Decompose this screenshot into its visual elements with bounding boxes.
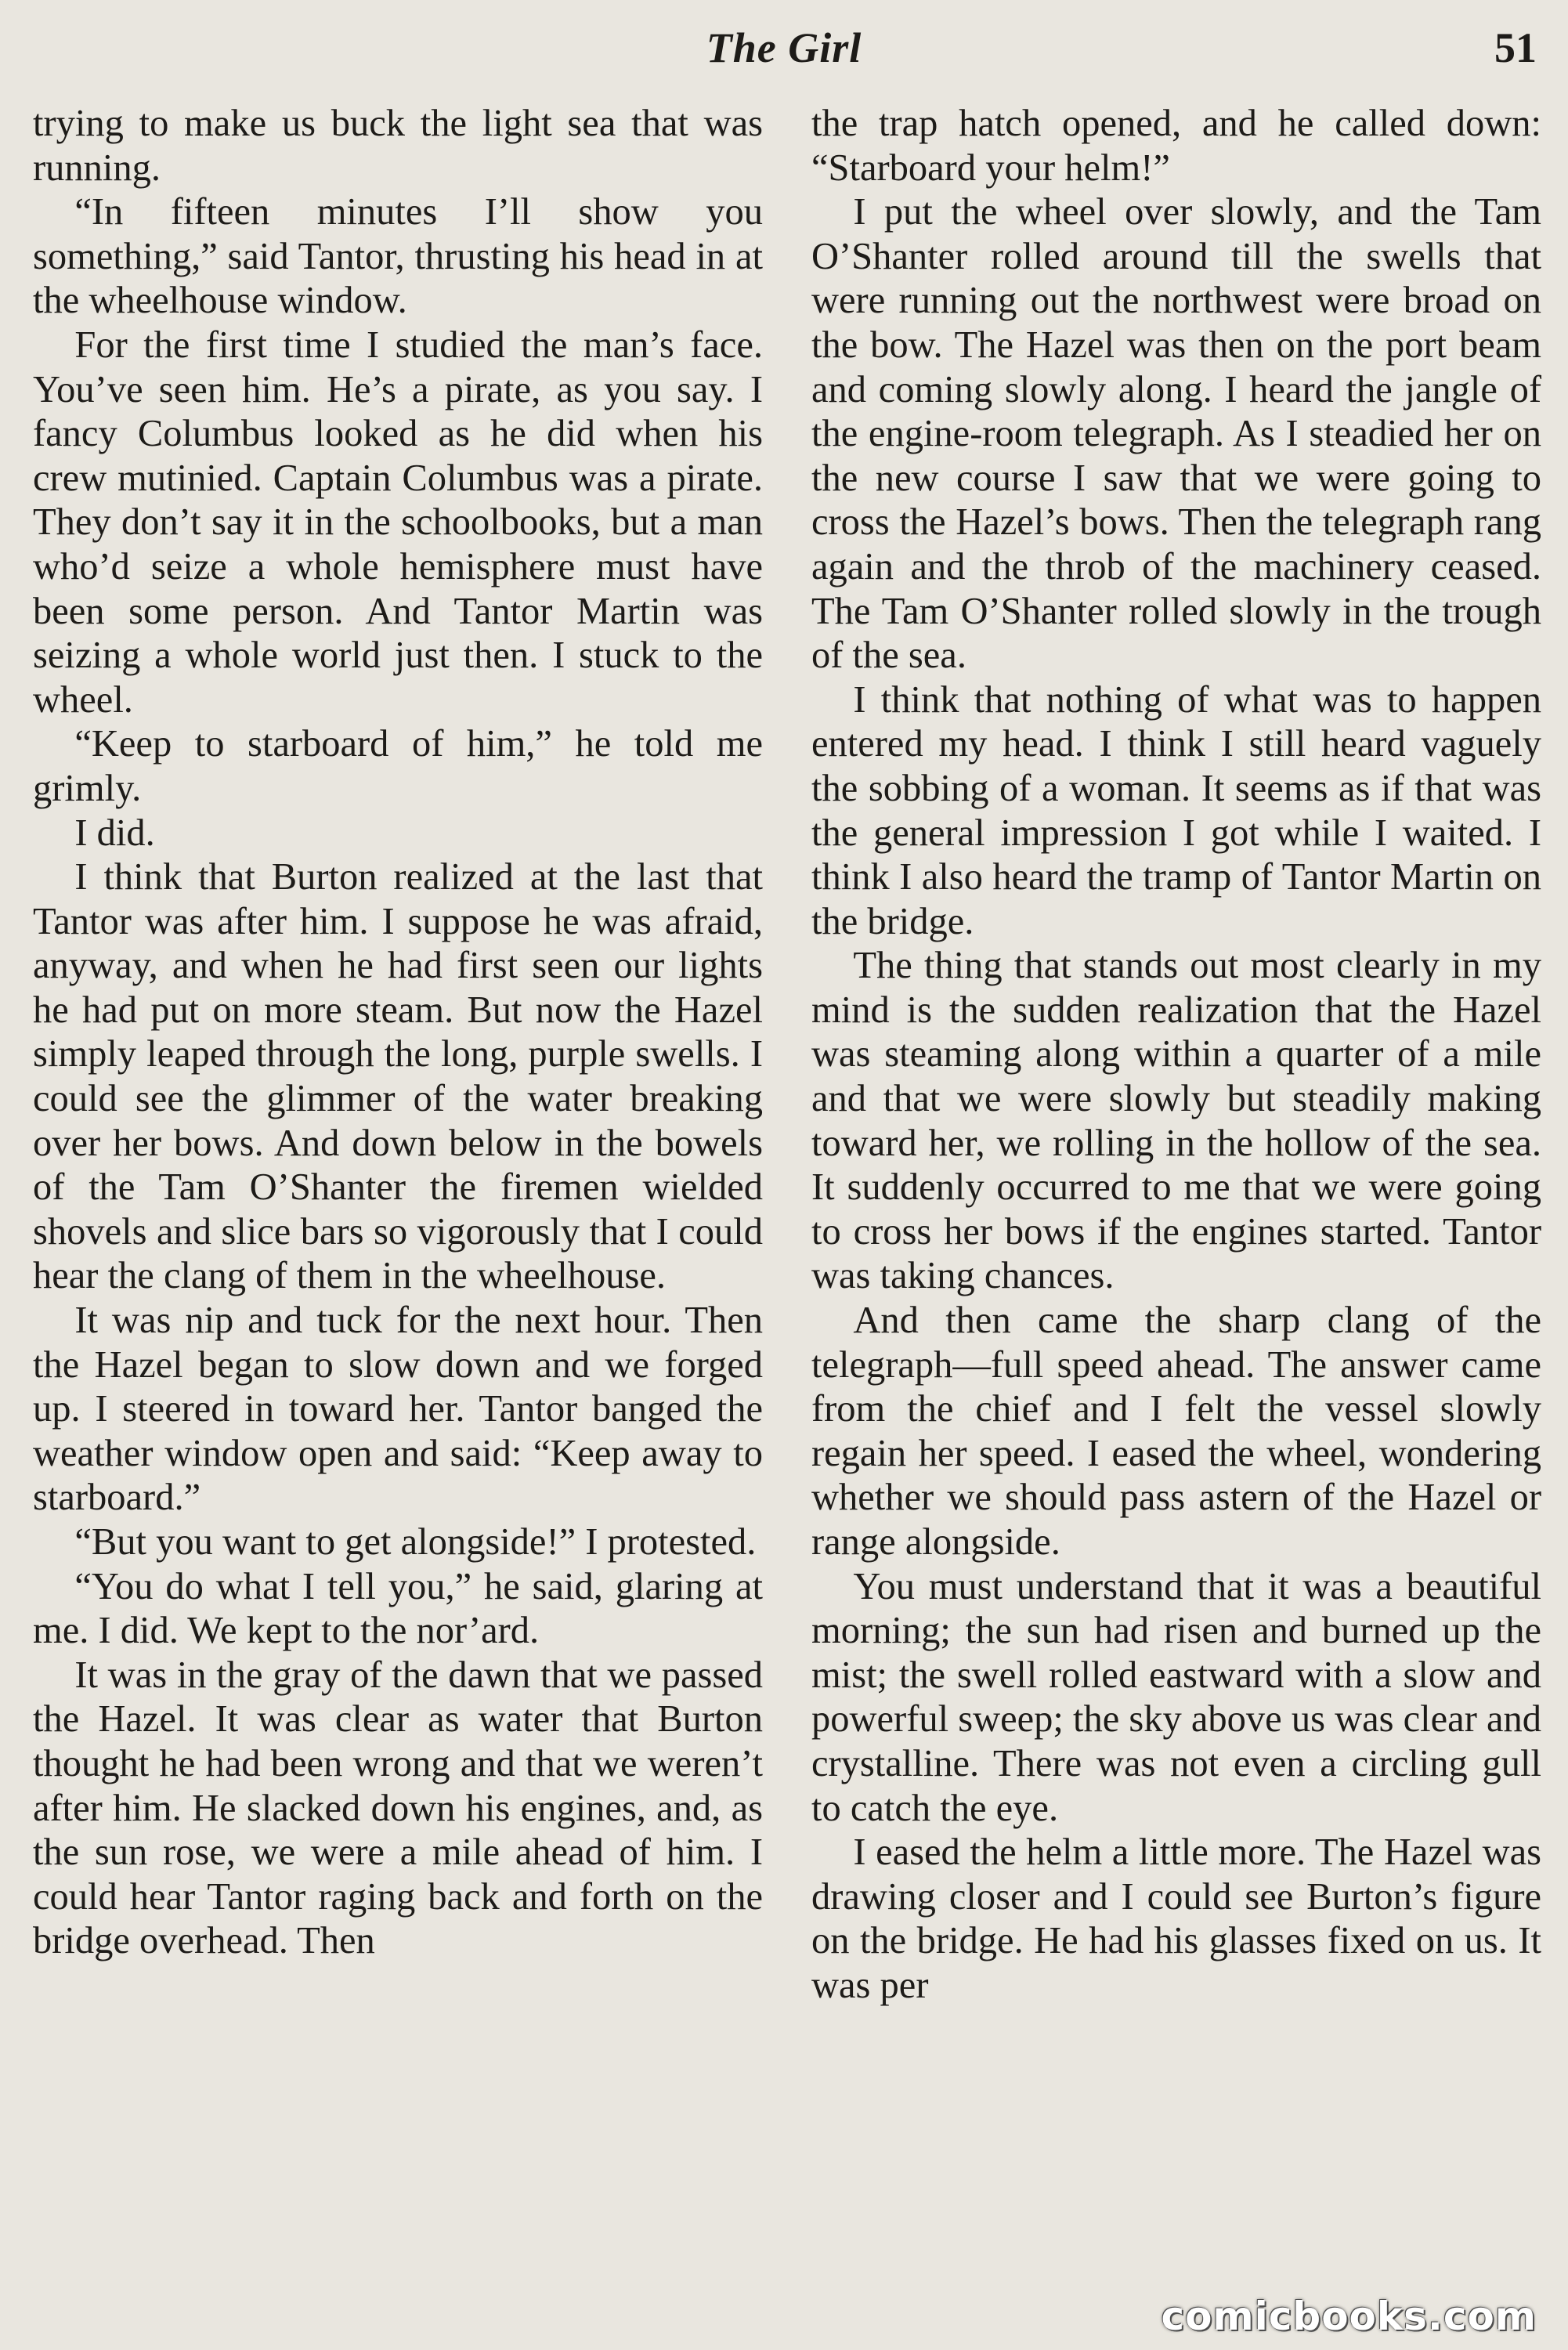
paragraph: “Keep to starboard of him,” he told me grimly. — [33, 723, 763, 809]
paragraph: For the first time I studied the man’s face. You’ve seen him. He’s a pirate, as you say. I fancy Columbus looked as he did when his crew mutinied. Captain Columbus was a pirate. They don’t say it in the schoolbooks, but a man who’d seize a whole hemisphere must have been some person. And Tantor Martin was seizing a whole world just then. I stuck to the wheel. — [33, 324, 763, 721]
paragraph: trying to make us buck the light sea that was running. — [33, 103, 763, 189]
paragraph: It was in the gray of the dawn that we passed the Hazel. It was clear as water that Burton thought he had been wrong and that we weren’t after him. He slacked down his engines, and, as the sun rose, we were a mile ahead of him. I could hear Tantor raging back and forth on the bridge overhead. Then — [33, 1654, 763, 1962]
right-column — [811, 102, 1541, 2334]
paragraph: “In fifteen minutes I’ll show you something,” said Tantor, thrusting his head in at the wheelhouse window. — [33, 191, 763, 322]
watermark: comicbooks.com — [1161, 2294, 1537, 2339]
paragraph: I eased the helm a little more. The Hazel was drawing closer and I could see Burton’s figure on the bridge. He had his glasses fixed on us. It was per — [811, 1831, 1541, 2006]
paragraph: I put the wheel over slowly, and the Tam O’Shanter rolled around till the swells that were running out the northwest were broad on the bow. The Hazel was then on the port beam and coming slowly along. I heard the jangle of the engine-room telegraph. As I steadied her on the new course I saw that we were going to cross the Hazel’s bows. Then the telegraph rang again and the throb of the machinery ceased. The Tam O’Shanter rolled slowly in the trough of the sea. — [811, 191, 1541, 677]
page-header — [31, 24, 1537, 78]
paragraph: I think that Burton realized at the last that Tantor was after him. I suppose he was afraid, anyway, and when he had first seen our lights he had put on more steam. But now the Hazel simply leaped through the long, purple swells. I could see the glimmer of the water breaking over her bows. And down below in the bowels of the Tam O’Shanter the firemen wielded shovels and slice bars so vigorously that I could hear the clang of them in the wheelhouse. — [33, 856, 763, 1297]
paragraph: “But you want to get alongside!” I protested. — [74, 1521, 757, 1563]
paragraph: And then came the sharp clang of the telegraph—full speed ahead. The answer came from the chief and I felt the vessel slowly regain her speed. I eased the wheel, wondering whether we should pass astern of the Hazel or range alongside. — [811, 1300, 1541, 1563]
paragraph: The thing that stands out most clearly in my mind is the sudden realization that the Hazel was steaming along within a quarter of a mile and that we were slowly but steadily making toward her, we rolling in the hollow of the sea. It suddenly occurred to me that we were going to cross her bows if the engines started. Tantor was taking chances. — [811, 945, 1541, 1297]
left-column — [33, 102, 763, 2334]
running-title: The Girl — [706, 24, 862, 71]
paragraph: “You do what I tell you,” he said, glaring at me. I did. We kept to the nor’ard. — [33, 1565, 763, 1652]
page-number: 51 — [1494, 24, 1537, 71]
paragraph: It was nip and tuck for the next hour. Then the Hazel began to slow down and we forged up. I steered in toward her. Tantor banged the weather window open and said: “Keep away to starboard.” — [33, 1300, 763, 1519]
paragraph: the trap hatch opened, and he called down: “Starboard your helm!” — [811, 103, 1541, 189]
paragraph: You must understand that it was a beautiful morning; the sun had risen and burned up the mist; the swell rolled eastward with a slow and powerful sweep; the sky above us was clear and crystalline. There was not even a circling gull to catch the eye. — [811, 1565, 1541, 1829]
paragraph: I did. — [74, 812, 155, 854]
paragraph: I think that nothing of what was to happen entered my head. I think I still heard vaguely the sobbing of a woman. It seems as if that was the general impression I got while I waited. I think I also heard the tramp of Tantor Martin on the bridge. — [811, 678, 1541, 942]
